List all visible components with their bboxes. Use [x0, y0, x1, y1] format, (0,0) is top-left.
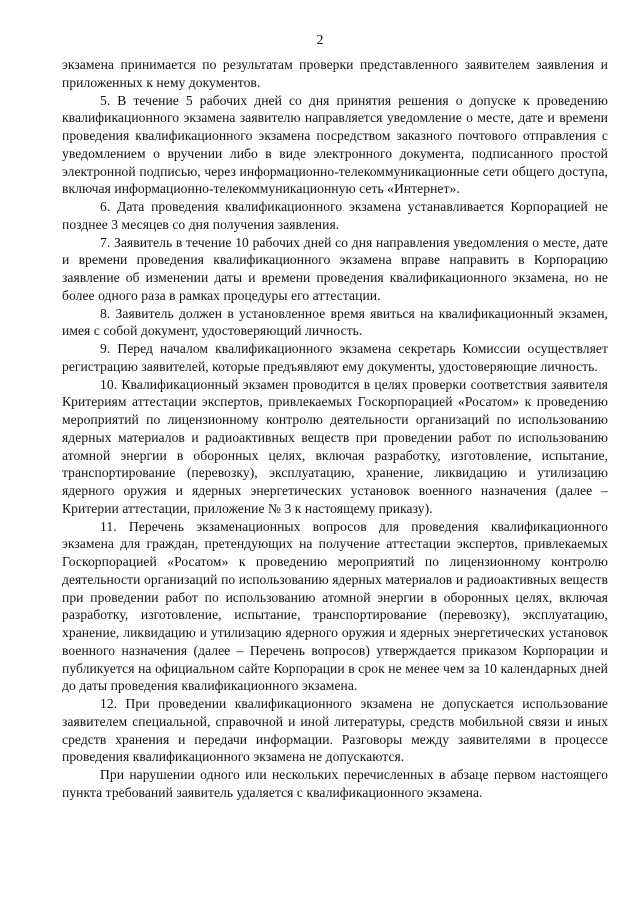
- document-body: [62, 56, 608, 802]
- paragraph-item-7: 7. Заявитель в течение 10 рабочих дней со дня направления уведомления о месте, дате и времени проведения квалификационного экзамена вправе направить в Корпорацию заявление об изменении даты и времени проведения квалификационного экзамена, но не более одного раза в рамках процедуры его аттестации.: [62, 234, 608, 303]
- page-number: 2: [316, 33, 324, 48]
- paragraph-item-12: 12. При проведении квалификационного экзамена не допускается использование заявителем специальной, справочной и иной литературы, средств мобильной связи и иных средств хранения и передачи информации. Разговоры между заявителями в процессе проведения квалификационного экзамена не допускаются.: [62, 696, 608, 765]
- paragraph-item-5: 5. В течение 5 рабочих дней со дня принятия решения о допуске к проведению квалификационного экзамена заявителю направляется уведомление о месте, дате и времени проведения квалификационного экзамена посредством заказного почтового отправления с уведомлением о вручении либо в виде электронного документа, подписанного простой электронной подписью, через информационно-телекоммуникационные сети общего доступа, включая информационно-телекоммуникационную сеть «Интернет».: [62, 92, 608, 197]
- paragraph-item-6: 6. Дата проведения квалификационного экзамена устанавливается Корпорацией не позднее 3 месяцев со дня получения заявления.: [62, 199, 608, 232]
- paragraph-item-11: 11. Перечень экзаменационных вопросов для проведения квалификационного экзамена для граждан, претендующих на получение аттестации экспертов, привлекаемых Госкорпорацией «Росатом» к проведению мероприятий по лицензионному контролю деятельности организаций по использованию ядерных материалов и радиоактивных веществ при проведении работ по использованию атомной энергии в оборонных целях, включая разработку, изготовление, испытание, транспортирование (перевозку), эксплуатацию, хранение, ликвидацию и утилизацию ядерного оружия и ядерных энергетических установок военного назначения (далее – Перечень вопросов) утверждается приказом Корпорации и публикуется на официальном сайте Корпорации в срок не менее чем за 10 календарных дней до даты проведения квалификационного экзамена.: [62, 518, 608, 694]
- paragraph-item-10: 10. Квалификационный экзамен проводится в целях проверки соответствия заявителя Критериям аттестации экспертов, привлекаемых Госкорпорацией «Росатом» к проведению мероприятий по лицензионному контролю деятельности организаций по использованию ядерных материалов и радиоактивных веществ при проведении работ по использованию атомной энергии в оборонных целях, включая разработку, изготовление, испытание, транспортирование (перевозку), эксплуатацию, хранение, ликвидацию и утилизацию ядерного оружия и ядерных энергетических установок военного назначения (далее – Критерии аттестации, приложение № 3 к настоящему приказу).: [62, 376, 608, 516]
- paragraph-continuation: экзамена принимается по результатам проверки представленного заявителем заявления и приложенных к нему документов.: [62, 57, 608, 90]
- paragraph-item-8: 8. Заявитель должен в установленное время явиться на квалификационный экзамен, имея с собой документ, удостоверяющий личность.: [62, 305, 608, 339]
- paragraph-item-9: 9. Перед началом квалификационного экзамена секретарь Комиссии осуществляет регистрацию заявителей, которые предъявляют ему документы, удостоверяющие личность.: [62, 341, 608, 374]
- paragraph-item-12-note: При нарушении одного или нескольких перечисленных в абзаце первом настоящего пункта требований заявитель удаляется с квалификационного экзамена.: [62, 767, 608, 800]
